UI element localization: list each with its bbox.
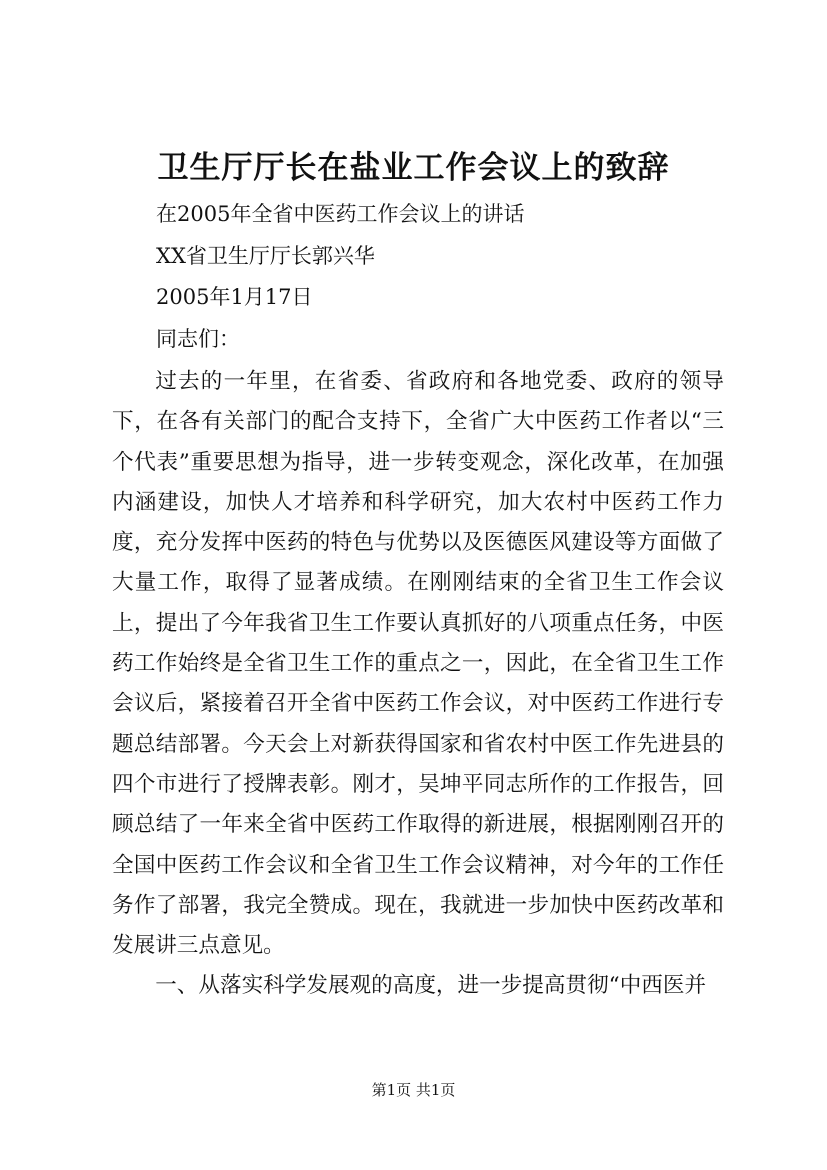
page-footer: 第1页 共1页 — [371, 1081, 456, 1099]
document-author: XX省卫生厅厅长郭兴华 — [156, 244, 375, 268]
document-subtitle: 在2005年全省中医药工作会议上的讲话 — [156, 202, 525, 226]
document-title: 卫生厅厅长在盐业工作会议上的致辞 — [157, 150, 670, 186]
body-paragraph: 一、从落实科学发展观的高度，进一步提高贯彻“中西医并 — [155, 973, 707, 999]
document-body — [112, 362, 724, 1007]
document-date: 2005年1月17日 — [156, 285, 313, 309]
body-paragraph: 过去的一年里，在省委、省政府和各地党委、政府的领导下，在各有关部门的配合支持下，全省广大中医药工作者以“三个代表”重要思想为指导，进一步转变观念，深化改革，在加强内涵建设，加快人才培养和科学研究，加大农村中医药工作力度，充分发挥中医药的特色与优势以及医德医风建设等方面做了大量工作，取得了显著成绩。在刚刚结束的全省卫生工作会议上，提出了今年我省卫生工作要认真抓好的八项重点任务，中医药工作始终是全省卫生工作的重点之一，因此，在全省卫生工作会议后，紧接着召开全省中医药工作会议，对中医药工作进行专题总结部署。今天会上对新获得国家和省农村中医工作先进县的四个市进行了授牌表彰。刚才，吴坤平同志所作的工作报告，回顾总结了一年来全省中医药工作取得的新进展，根据刚刚召开的全国中医药工作会议和全省卫生工作会议精神，对今年的工作任务作了部署，我完全赞成。现在，我就进一步加快中医药改革和发展讲三点意见。 — [112, 369, 724, 959]
document-salutation: 同志们： — [156, 327, 240, 351]
